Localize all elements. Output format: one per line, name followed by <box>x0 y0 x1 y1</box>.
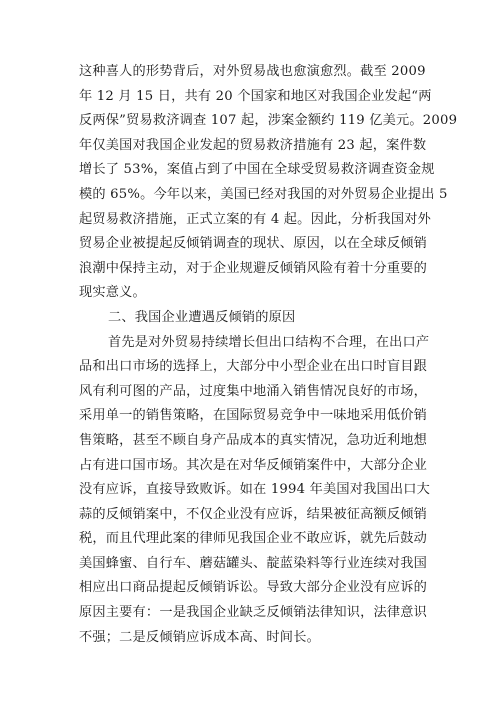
text-line: 不强；二是反倾销应诉成本高、时间长。 <box>79 629 320 645</box>
text-line: 反两保”贸易救济调查 107 起，涉案金额约 119 亿美元。2009 <box>79 113 458 129</box>
text-line: 税，而且代理此案的律师见我国企业不敢应诉，就先后鼓动 <box>79 531 428 547</box>
text-line: 首先是对外贸易持续增长但出口结构不合理，在出口产 <box>108 334 430 350</box>
text-line: 采用单一的销售策略，在国际贸易竞争中一味地采用低价销 <box>79 408 428 424</box>
text-line: 现实意义。 <box>79 285 146 301</box>
paragraph-anti-dumping-causes <box>79 331 431 651</box>
text-line: 贸易企业被提起反倾销调查的现状、原因，以在全球反倾销 <box>79 236 428 252</box>
text-line: 模的 65%。今年以来，美国已经对我国的对外贸易企业提出 5 <box>79 186 448 202</box>
text-line: 增长了 53%，案值占到了中国在全球受贸易救济调查资金规 <box>79 162 435 178</box>
text-line: 原因主要有：一是我国企业缺乏反倾销法律知识，法律意识 <box>79 605 428 621</box>
text-line: 没有应诉，直接导致败诉。如在 1994 年美国对我国出口大 <box>79 482 431 498</box>
text-line: 年仅美国对我国企业发起的贸易救济措施有 23 起，案件数 <box>79 137 427 153</box>
text-line: 风有利可图的产品，过度集中地涌入销售情况良好的市场， <box>79 383 428 399</box>
text-line: 美国蜂蜜、自行车、蘑菇罐头、靛蓝染料等行业连续对我国 <box>79 555 428 571</box>
text-line: 售策略，甚至不顾自身产品成本的真实情况，急功近利地想 <box>79 432 428 448</box>
text-line: 品和出口市场的选择上，大部分中小型企业在出口时盲目跟 <box>79 359 428 375</box>
text-line: 起贸易救济措施，正式立案的有 4 起。因此，分析我国对外 <box>79 211 432 227</box>
text-line: 相应出口商品提起反倾销诉讼。导致大部分企业没有应诉的 <box>79 580 428 596</box>
text-line: 占有进口国市场。其次是在对华反倾销案件中，大部分企业 <box>79 457 428 473</box>
text-line: 这种喜人的形势背后，对外贸易战也愈演愈烈。截至 2009 <box>79 64 426 79</box>
section-heading: 二、我国企业遭遇反倾销的原因 <box>108 309 296 325</box>
text-line: 年 12 月 15 日，共有 20 个国家和地区对我国企业发起“两 <box>79 88 432 104</box>
document-page <box>79 60 458 650</box>
paragraph-trade-remedy-overview <box>79 60 458 306</box>
text-line: 浪潮中保持主动，对于企业规避反倾销风险有着十分重要的 <box>79 260 428 276</box>
text-line: 蒜的反倾销案中，不仅企业没有应诉，结果被征高额反倾销 <box>79 506 428 522</box>
